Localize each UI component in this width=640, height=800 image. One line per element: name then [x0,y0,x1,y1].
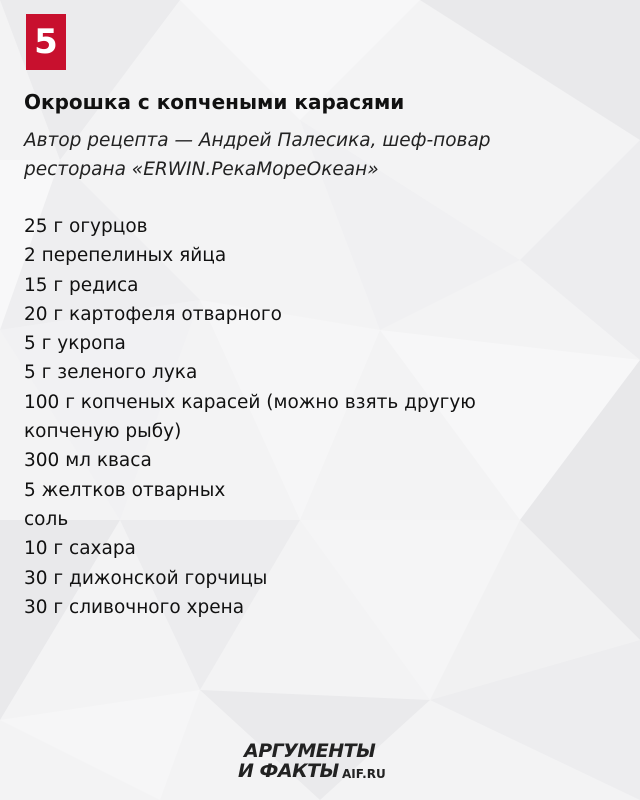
ingredient-item: 15 г редиса [24,274,139,296]
ingredient-item: 20 г картофеля отварного [24,303,282,325]
author-line: ресторана «ERWIN.РекаМореОкеан» [24,159,379,180]
ingredient-item: 2 перепелиных яйца [24,245,227,267]
recipe-title: Окрошка с копчеными карасями [24,90,405,114]
author-line: Автор рецепта — Андрей Палесика, шеф-повар [24,130,491,151]
ingredients-list [24,212,624,622]
logo-line-2: И ФАКТЫ [238,760,339,782]
logo-line-1: АРГУМЕНТЫ [244,740,376,762]
recipe-author [24,126,624,184]
logo-site: AIF.RU [342,767,386,781]
ingredient-item: 300 мл кваса [24,450,152,472]
ingredient-item: 5 г укропа [24,333,126,355]
aif-logo [238,740,408,784]
ingredient-item: соль [24,508,69,530]
ingredient-item: 5 г зеленого лука [24,362,198,384]
ingredient-item: 25 г огурцов [24,216,148,237]
step-number-badge: 5 [26,14,66,70]
ingredient-item: 100 г копченых карасей (можно взять другую [24,391,476,413]
ingredient-item: 10 г сахара [24,538,136,560]
ingredient-item: 5 желтков отварных [24,479,226,501]
ingredient-item: 30 г дижонской горчицы [24,567,268,589]
ingredient-item: копченую рыбу) [24,421,182,443]
ingredient-item: 30 г сливочного хрена [24,596,245,618]
